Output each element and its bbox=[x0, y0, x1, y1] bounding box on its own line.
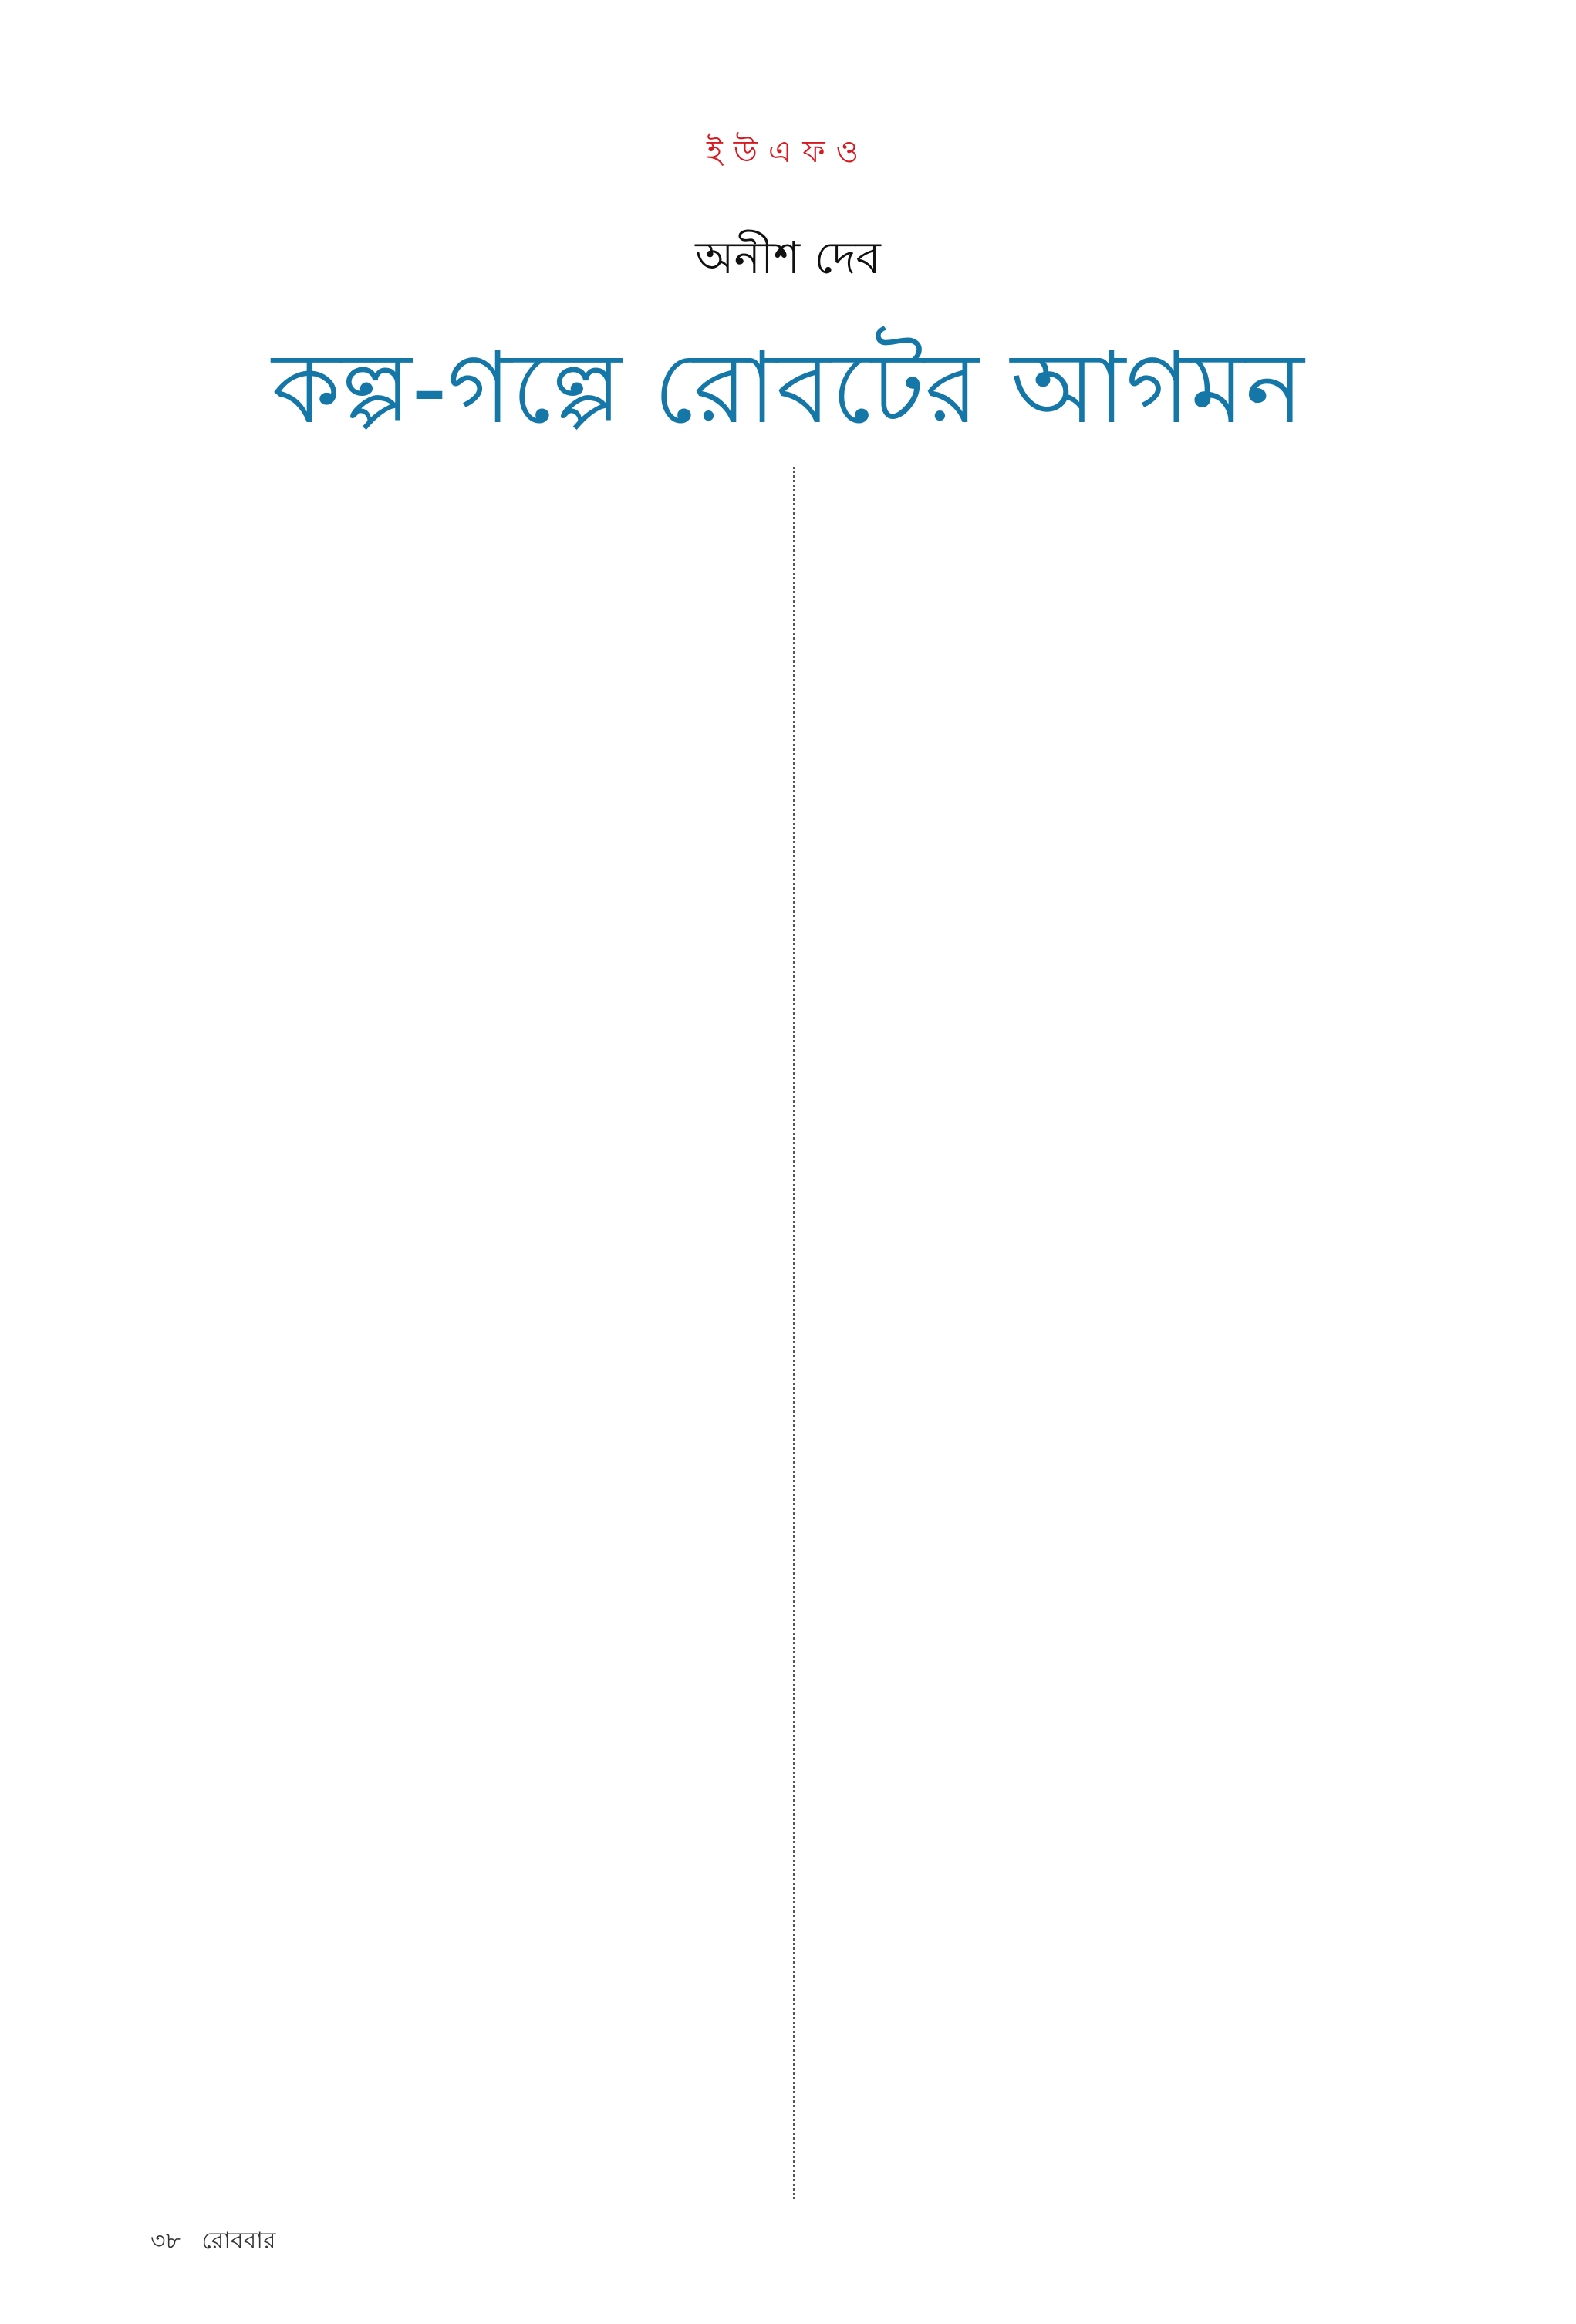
article-title: কল্প-গল্পে রোবটের আগমন bbox=[272, 331, 1304, 446]
page-footer bbox=[150, 2222, 290, 2262]
author-name: অনীশ দেব bbox=[695, 231, 881, 284]
lede bbox=[150, 467, 779, 887]
body-column-left bbox=[150, 922, 779, 2195]
column-divider bbox=[793, 467, 795, 2199]
publication-name: রোববার bbox=[201, 2228, 276, 2255]
section-tag: ইউএফও bbox=[706, 134, 870, 170]
page-number: ৩৮ bbox=[150, 2228, 181, 2255]
body-column-right bbox=[806, 471, 1435, 2195]
